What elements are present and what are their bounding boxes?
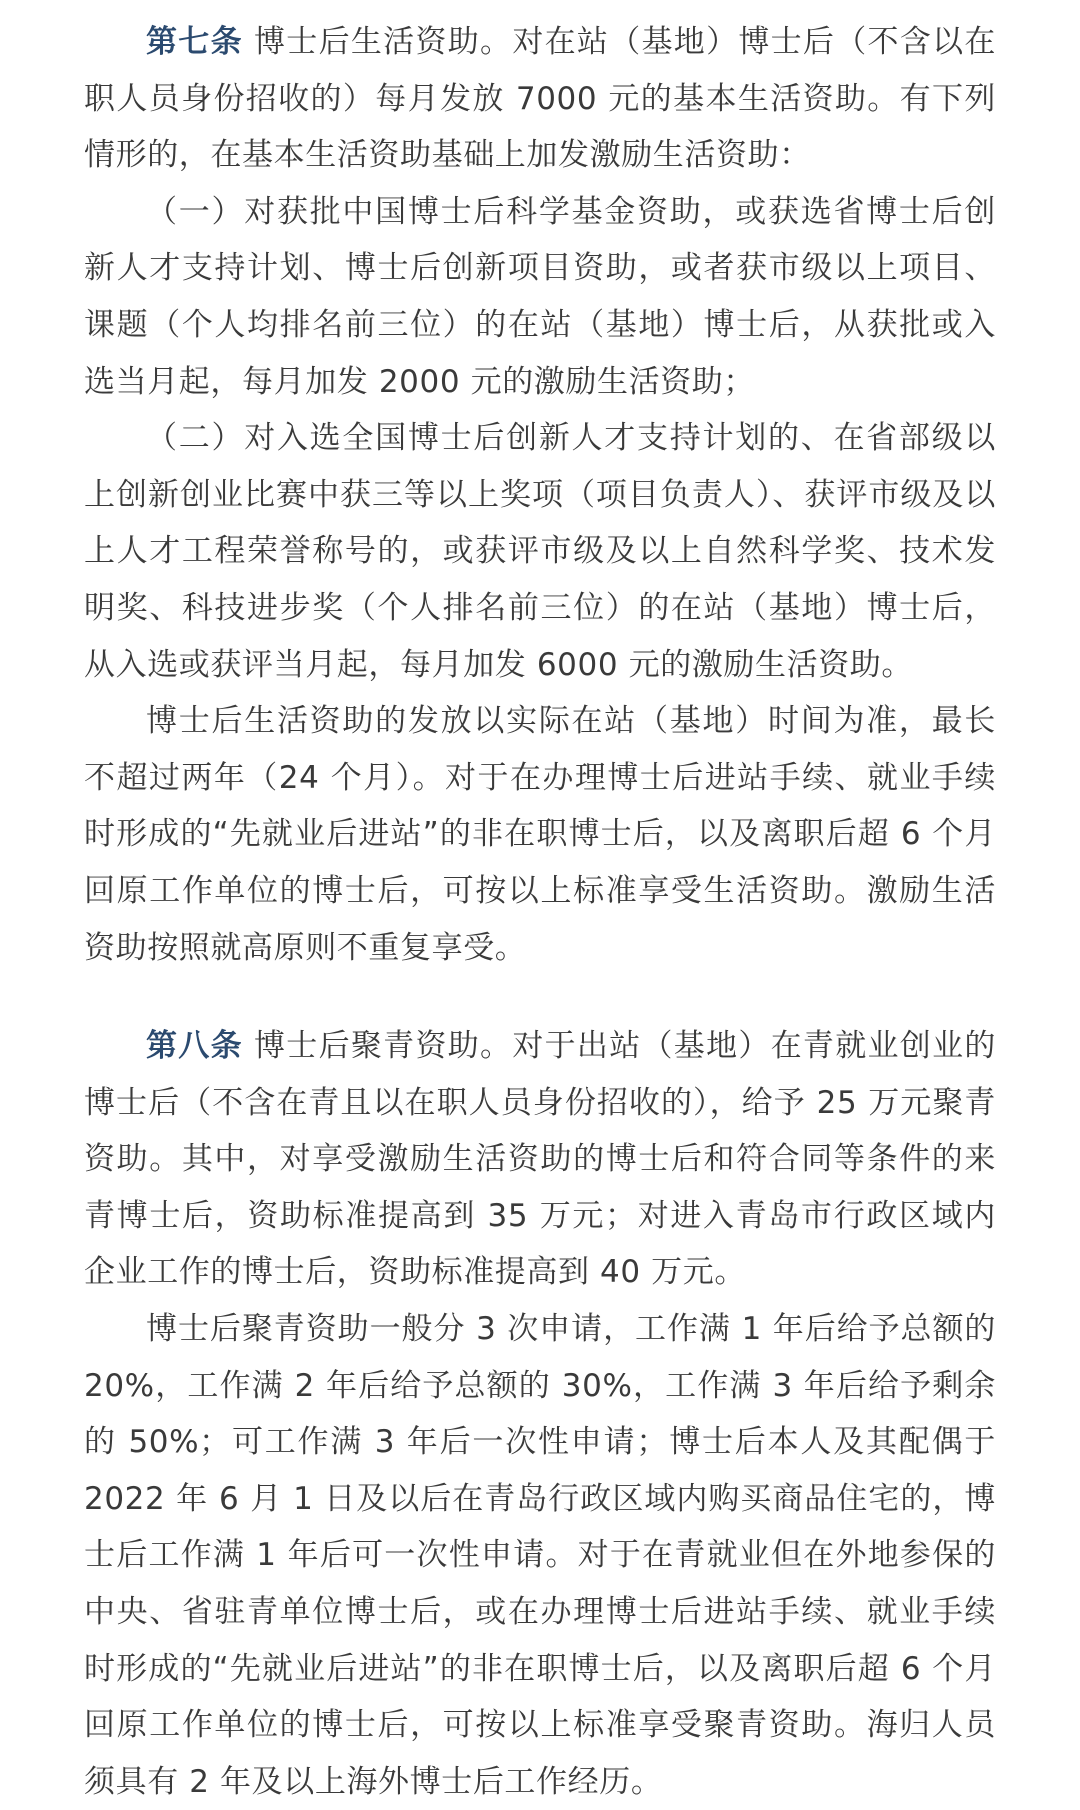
article-8-payment-paragraph: 博士后聚青资助一般分 3 次申请，工作满 1 年后给予总额的 20%，工作满 2 年后给予总额的 30%，工作满 3 年后给予剩余的 50%；可工作满 3 年后一次性申请；博士后本人及其配偶于 2022 年 6 月 1 日及以后在青岛行政区域内购买商品住宅的，博士后工作满 1 年后可一次性申请。对于在青就业但在外地参保的中央、省驻青单位博士后，或在办理博士后进站手续、就业手续时形成的“先就业后进站”的非在职博士后，以及离职后超 6 个月回原工作单位的博士后，可按以上标准享受聚青资助。海归人员须具有 2 年及以上海外博士后工作经历。 bbox=[84, 1311, 996, 1800]
document-body bbox=[84, 14, 996, 1810]
article-7-closing-paragraph: 博士后生活资助的发放以实际在站（基地）时间为准，最长不超过两年（24 个月）。对于在办理博士后进站手续、就业手续时形成的“先就业后进站”的非在职博士后，以及离职后超 6 个月回原工作单位的博士后，可按以上标准享受生活资助。激励生活资助按照就高原则不重复享受。 bbox=[84, 703, 996, 966]
article-8-label: 第八条 bbox=[146, 1028, 243, 1065]
article-7-label: 第七条 bbox=[146, 24, 243, 60]
article-7-item-1: （一）对获批中国博士后科学基金资助，或获选省博士后创新人才支持计划、博士后创新项目资助，或者获市级以上项目、课题（个人均排名前三位）的在站（基地）博士后，从获批或入选当月起，每月加发 2000 元的激励生活资助； bbox=[84, 193, 996, 400]
article-8-heading-paragraph bbox=[84, 1018, 996, 1301]
article-7-heading-paragraph bbox=[84, 14, 996, 184]
article-7-item-2: （二）对入选全国博士后创新人才支持计划的、在省部级以上创新创业比赛中获三等以上奖项（项目负责人）、获评市级及以上人才工程荣誉称号的，或获评市级及以上自然科学奖、技术发明奖、科技进步奖（个人排名前三位）的在站（基地）博士后，从入选或获评当月起，每月加发 6000 元的激励生活资助。 bbox=[84, 420, 996, 683]
article-8-intro-text: 博士后聚青资助。对于出站（基地）在青就业创业的博士后（不含在青且以在职人员身份招收的），给予 25 万元聚青资助。其中，对享受激励生活资助的博士后和符合同等条件的来青博士后，资助标准提高到 35 万元；对进入青岛市行政区域内企业工作的博士后，资助标准提高到 40 万元。 bbox=[84, 1028, 996, 1291]
article-7-intro-text: 博士后生活资助。对在站（基地）博士后（不含以在职人员身份招收的）每月发放 7000 元的基本生活资助。有下列情形的，在基本生活资助基础上加发激励生活资助： bbox=[84, 24, 996, 174]
